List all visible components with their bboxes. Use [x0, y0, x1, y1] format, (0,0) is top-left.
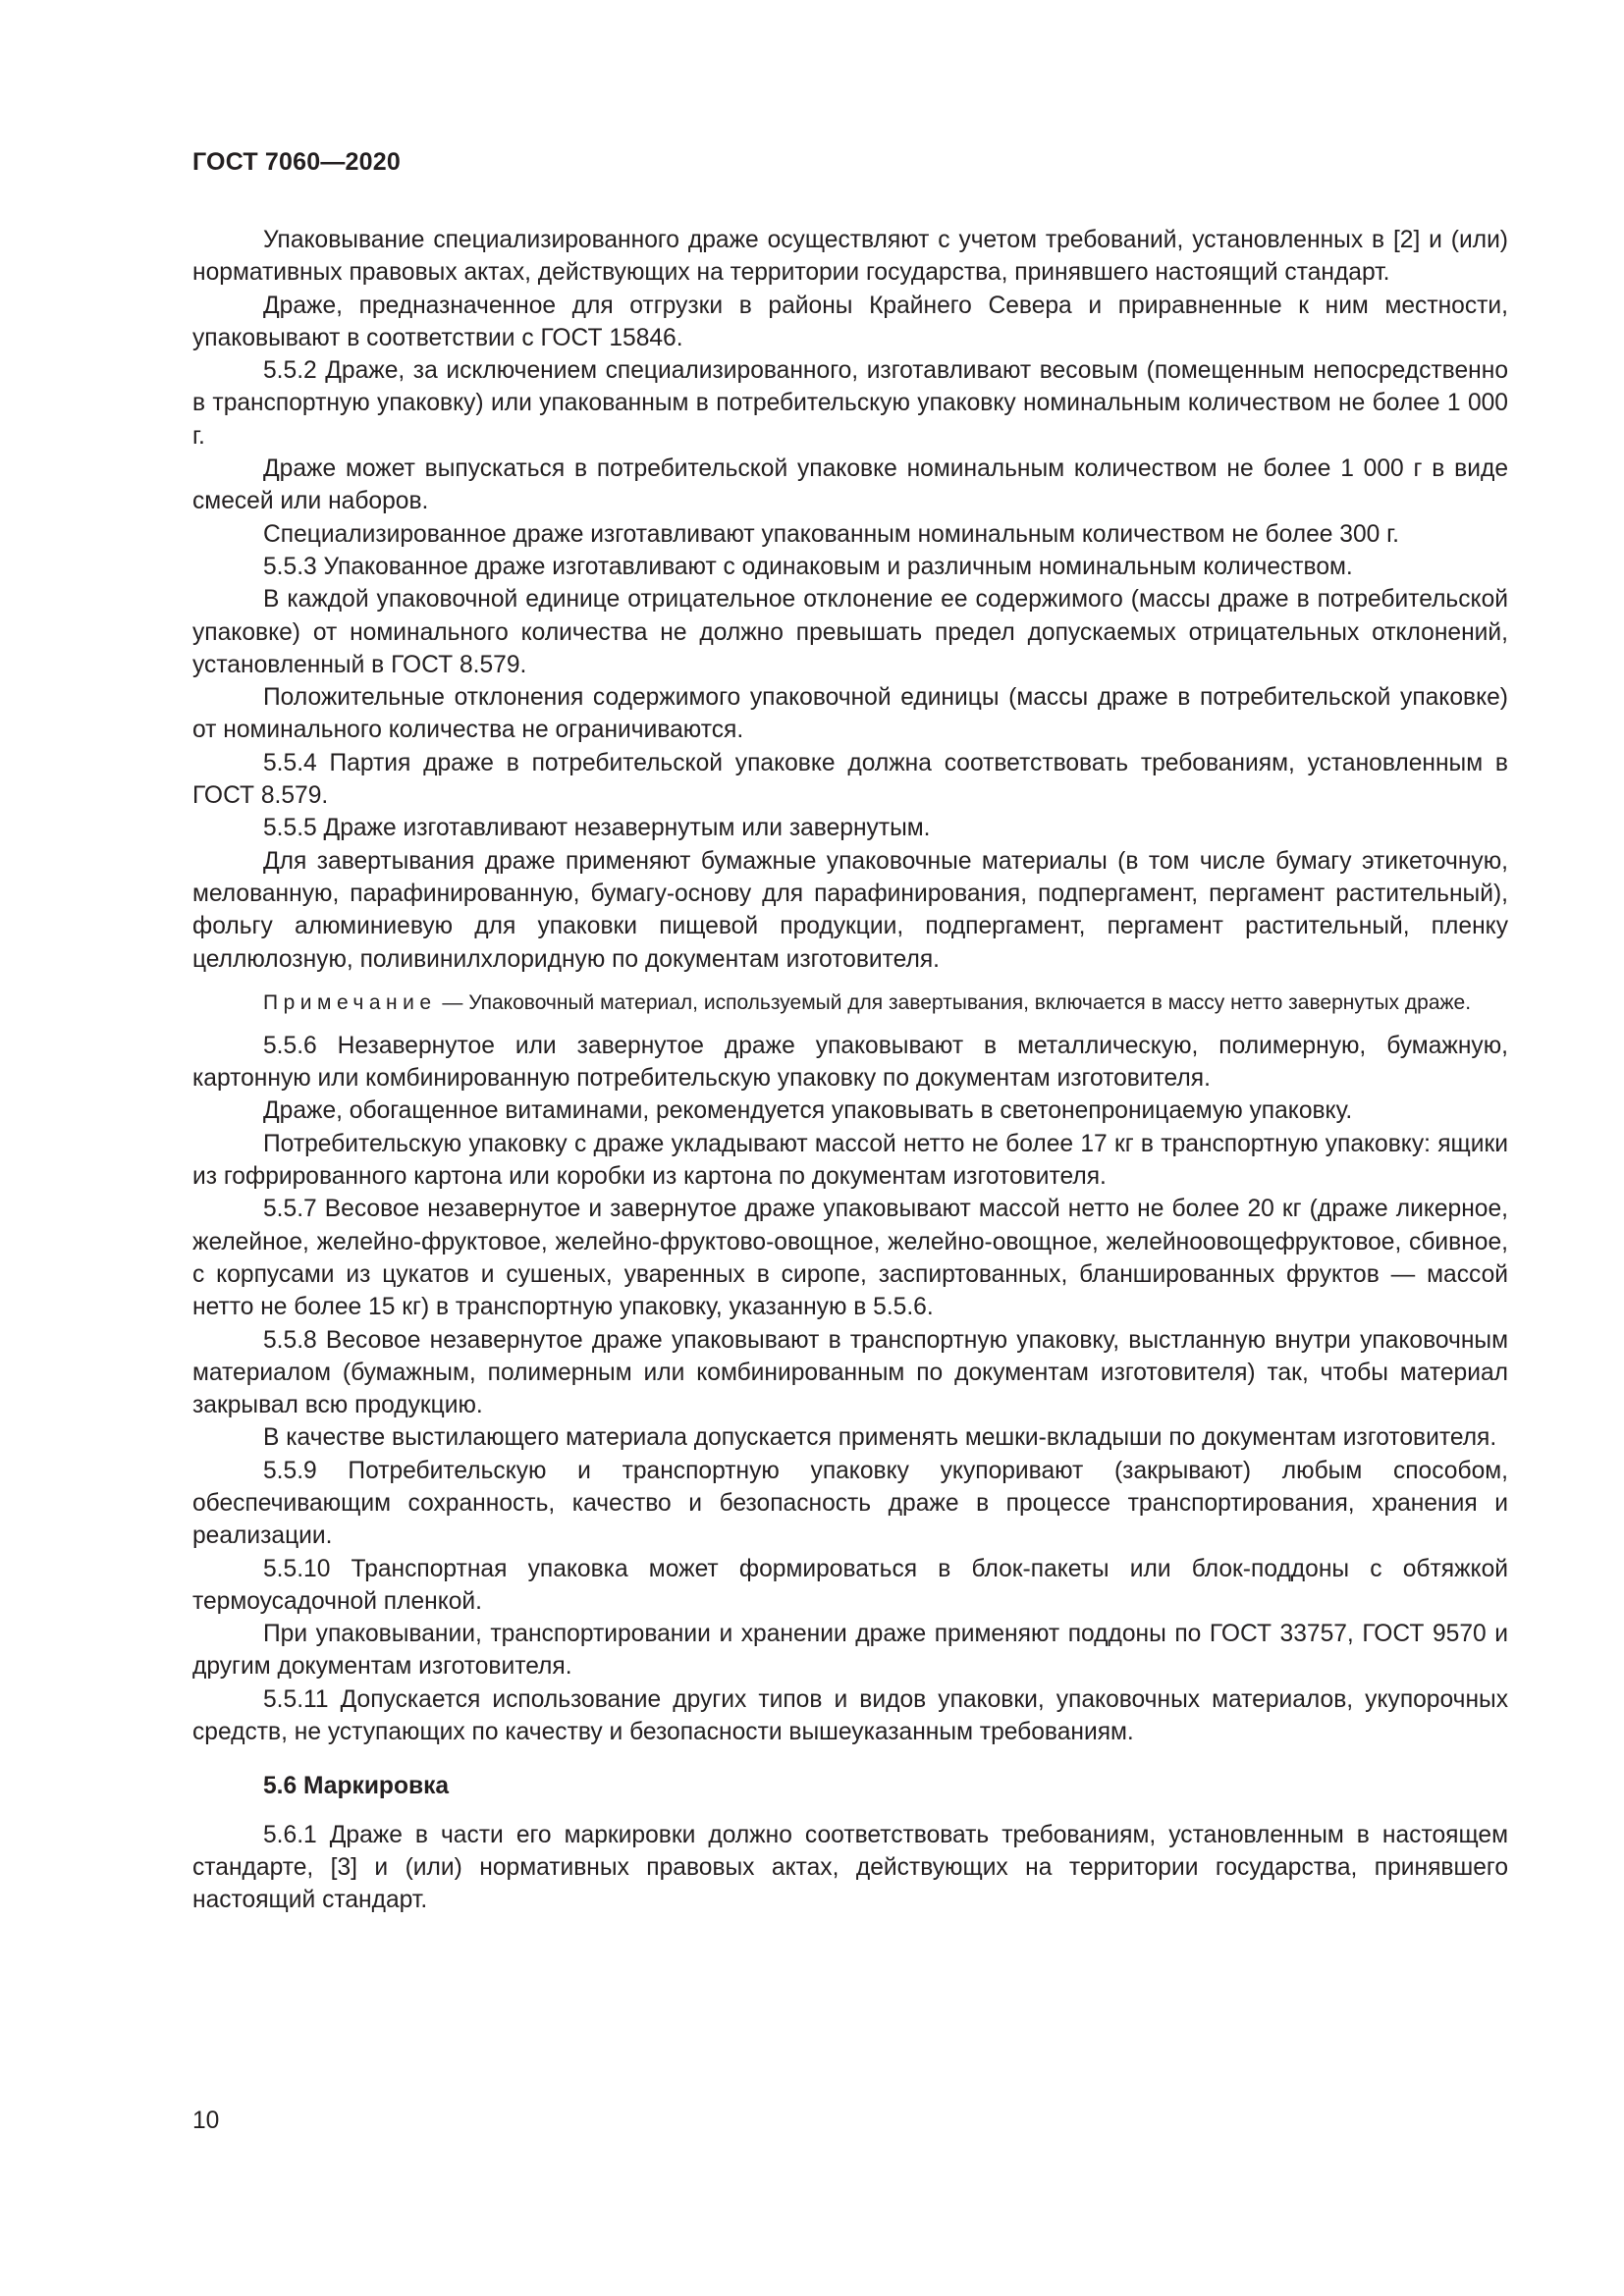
paragraph: Упаковывание специализированного драже осуществляют с учетом требований, установленных в [2] и (или) нормативных правовых актах, действующих на территории государства, принявшего настоящий стандарт.	[192, 227, 1508, 287]
note-label: Примечание	[263, 990, 437, 1014]
paragraph: Драже, предназначенное для отгрузки в районы Крайнего Севера и приравненные к ним местности, упаковывают в соответствии с ГОСТ 15846.	[192, 292, 1508, 351]
paragraph-5-5-4: 5.5.4 Партия драже в потребительской упаковке должна соответствовать требованиям, установленным в ГОСТ 8.579.	[192, 749, 1508, 810]
paragraph: Драже может выпускаться в потребительской упаковке номинальным количеством не более 1 000 г в виде смесей или наборов.	[192, 455, 1508, 515]
paragraph: Для завертывания драже применяют бумажные упаковочные материалы (в том числе бумагу этикеточную, мелованную, парафинированную, бумагу-основу для парафинирования, подпергамент, пергамент растительный), фольгу алюминиевую для упаковки пищевой продукции, подпергамент, пергамент растительный, пленку целлюлозную, поливинилхлоридную по документам изготовителя.	[192, 847, 1508, 973]
paragraph-5-5-10: 5.5.10 Транспортная упаковка может формироваться в блок-пакеты или блок-поддоны с обтяжкой термоусадочной пленкой.	[192, 1555, 1508, 1615]
paragraph-5-5-6: 5.5.6 Незавернутое или завернутое драже упаковывают в металлическую, полимерную, бумажную, картонную или комбинированную потребительскую упаковку по документам изготовителя.	[192, 1032, 1508, 1093]
paragraph-5-5-5: 5.5.5 Драже изготавливают незавернутым или завернутым.	[263, 815, 931, 842]
paragraph-5-5-2: 5.5.2 Драже, за исключением специализированного, изготавливают весовым (помещенным непосредственно в транспортную упаковку) или упакованным в потребительскую упаковку номинальным количеством не более 1 000 г.	[192, 357, 1508, 450]
paragraph: Специализированное драже изготавливают упакованным номинальным количеством не более 300 г.	[263, 520, 1399, 548]
paragraph: При упаковывании, транспортировании и хранении драже применяют поддоны по ГОСТ 33757, ГОСТ 9570 и другим документам изготовителя.	[192, 1621, 1508, 1681]
paragraph: Драже, обогащенное витаминами, рекомендуется упаковывать в светонепроницаемую упаковку.	[263, 1097, 1353, 1125]
paragraph-5-5-8: 5.5.8 Весовое незавернутое драже упаковывают в транспортную упаковку, выстланную внутри упаковочным материалом (бумажным, полимерным или комбинированным по документам изготовителя) так, чтобы материал закрывал всю продукцию.	[192, 1326, 1508, 1419]
paragraph: В каждой упаковочной единице отрицательное отклонение ее содержимого (массы драже в потребительской упаковке) от номинального количества не должно превышать предел допускаемых отрицательных отклонений, установленный в ГОСТ 8.579.	[192, 586, 1508, 678]
section-heading: 5.6 Маркировка	[263, 1773, 450, 1800]
paragraph: Потребительскую упаковку с драже укладывают массой нетто не более 17 кг в транспортную упаковку: ящики из гофрированного картона или коробки из картона по документам изготовителя.	[192, 1130, 1508, 1191]
note-text: — Упаковочный материал, используемый для завертывания, включается в массу нетто завернутых драже.	[436, 990, 1472, 1014]
paragraph-5-5-11: 5.5.11 Допускается использование других типов и видов упаковки, упаковочных материалов, укупорочных средств, не уступающих по качеству и безопасности вышеуказанным требованиям.	[192, 1685, 1508, 1746]
document-header-title: ГОСТ 7060—2020	[192, 148, 401, 176]
page-number: 10	[192, 2108, 220, 2134]
document-body	[192, 224, 1508, 1917]
note	[192, 988, 1508, 1018]
paragraph: Положительные отклонения содержимого упаковочной единицы (массы драже в потребительской упаковке) от номинального количества не ограничиваются.	[192, 684, 1508, 744]
paragraph-5-6-1: 5.6.1 Драже в части его маркировки должно соответствовать требованиям, установленным в настоящем стандарте, [3] и (или) нормативных правовых актах, действующих на территории государства, принявшего настоящий стандарт.	[192, 1821, 1508, 1914]
paragraph: В качестве выстилающего материала допускается применять мешки-вкладыши по документам изготовителя.	[263, 1424, 1497, 1452]
paragraph-5-5-9: 5.5.9 Потребительскую и транспортную упаковку укупоривают (закрывают) любым способом, обеспечивающим сохранность, качество и безопасность драже в процессе транспортирования, хранения и реализации.	[192, 1457, 1508, 1550]
paragraph-5-5-3: 5.5.3 Упакованное драже изготавливают с одинаковым и различным номинальным количеством.	[263, 553, 1353, 580]
paragraph-5-5-7: 5.5.7 Весовое незавернутое и завернутое драже упаковывают массой нетто не более 20 кг (драже ликерное, желейное, желейно-фруктовое, желейно-фруктово-овощное, желейно-овощное, желейноовощефруктовое, сбивное, с корпусами из цукатов и сушеных, уваренных в сиропе, заспиртованных, бланшированных фруктов — массой нетто не более 15 кг) в транспортную упаковку, указанную в 5.5.6.	[192, 1196, 1508, 1321]
